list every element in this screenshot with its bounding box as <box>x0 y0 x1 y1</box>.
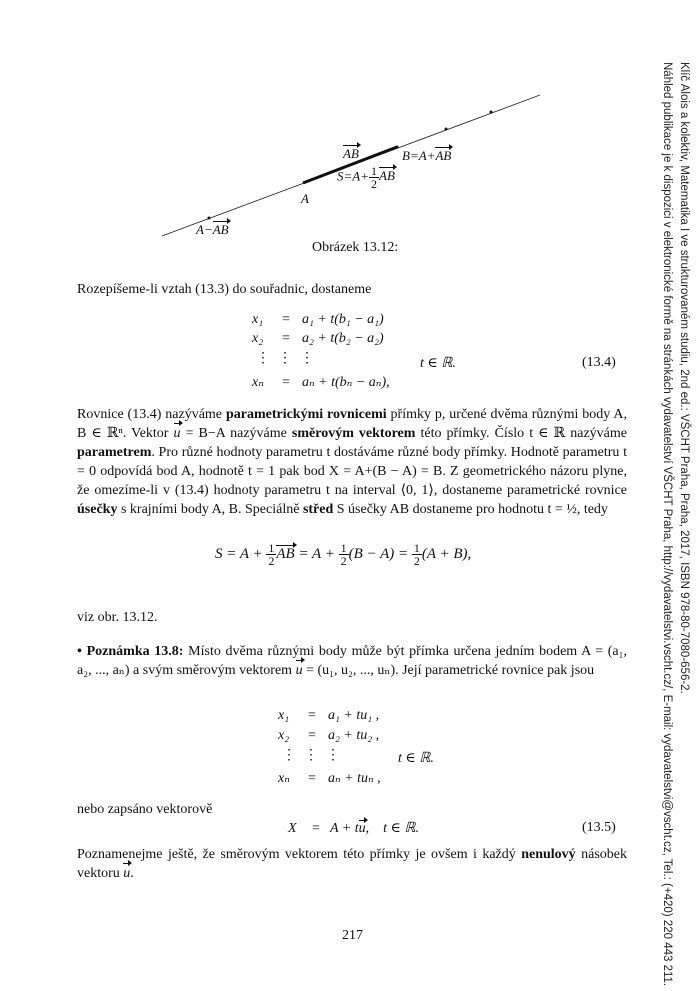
label-s-point: S=A+ $\frac{1}{2}$ AB <box>337 164 395 191</box>
point-b <box>396 146 399 149</box>
eq-row: ⋮ ⋮ ⋮ <box>256 351 314 366</box>
point-far-1 <box>445 128 448 131</box>
eq-body: X = A + tu, t ∈ ℝ. <box>288 821 419 836</box>
paragraph-definitions: Rovnice (13.4) nazýváme parametrickými rovnicemi přímky p, určené dvěma různými body A, B ∈ ℝⁿ. Vektor u = B−A nazýváme směrovým vektorem této přímky. Číslo t ∈ ℝ nazýváme parametrem. Pro různé hodnoty parametru t dostáváme různé body přímky. Hodnotě parametru t = 0 odpovídá bod A, hodnotě t = 1 pak bod X = A+(B − A) = B. Z geometrického názoru plyne, že omezíme-li v (13.4) hodnoty parametru t na interval ⟨0, 1⟩, dostaneme parametrické rovnice úsečky s krajními body A, B. Speciálně střed S úsečky AB dostaneme pro hodnotu t = ½, tedy <box>77 407 628 517</box>
label-a-point: A <box>301 191 309 206</box>
label-a-minus-ab: A−AB <box>196 222 229 237</box>
eq-row: x₂ = a₂ + t(b₂ − a₂) <box>252 331 384 346</box>
eq-row: x₁ = a₁ + t(b₁ − a₁) <box>252 312 384 327</box>
side-note-line-2: Náhled publikace je k dispozici v elektronické formě na stránkách vydavatelství VŠCHT Praha, http://vydavatelstvi.vscht.cz/, E-mail: vydavatelstvi@vscht.cz, Tel.: (+420) 220 443 211. <box>661 62 673 987</box>
page-number: 217 <box>342 928 363 943</box>
eq-row: xₙ = aₙ + tuₙ , <box>278 771 381 786</box>
eq-condition: t ∈ ℝ. <box>398 751 434 766</box>
side-note-line-1: Klíč Alois a kolektiv, Matematika I ve strukturovaném studiu, 2nd ed.: VŠCHT Praha, Praha, 2017, ISBN 978-80-7080-656-2. <box>678 62 690 694</box>
vector-form-intro: nebo zapsáno vektorově <box>77 802 213 817</box>
point-a-minus-ab <box>208 217 211 220</box>
figure-reference: viz obr. 13.12. <box>77 610 158 625</box>
point-far-2 <box>490 111 493 114</box>
eq-number: (13.5) <box>582 820 616 835</box>
eq-number: (13.4) <box>582 355 616 370</box>
final-remark: Poznamenejme ještě, že směrovým vektorem této přímky je ovšem i každý nenulový násobek vektoru u. <box>77 847 627 881</box>
remark-13-8: • Poznámka 13.8: Místo dvěma různými body může být přímka určena jedním bodem A = (a₁, a₂, ..., aₙ) a svým směrovým vektorem u = (u₁, u₂, ..., uₙ). Její parametrické rovnice pak jsou <box>77 644 627 678</box>
label-ab-vector: AB <box>343 146 359 161</box>
eq-row: x₁ = a₁ + tu₁ , <box>278 708 380 723</box>
equation-midpoint: S = A + $\frac{1}{2}$ AB = A + $\frac{1}{2}$ (B − A) = $\frac{1}{2}$ (A + B), <box>215 541 472 568</box>
label-b-point: B=A+AB <box>402 148 452 163</box>
figure-caption: Obrázek 13.12: <box>312 240 399 255</box>
intro-text: Rozepíšeme-li vztah (13.3) do souřadnic, dostaneme <box>77 282 372 297</box>
eq-row: ⋮ ⋮ ⋮ <box>282 748 340 763</box>
eq-condition: t ∈ ℝ. <box>420 356 456 371</box>
eq-row: x₂ = a₂ + tu₂ , <box>278 728 380 743</box>
side-publication-note <box>652 62 692 987</box>
eq-row: xₙ = aₙ + t(bₙ − aₙ), <box>252 375 390 390</box>
